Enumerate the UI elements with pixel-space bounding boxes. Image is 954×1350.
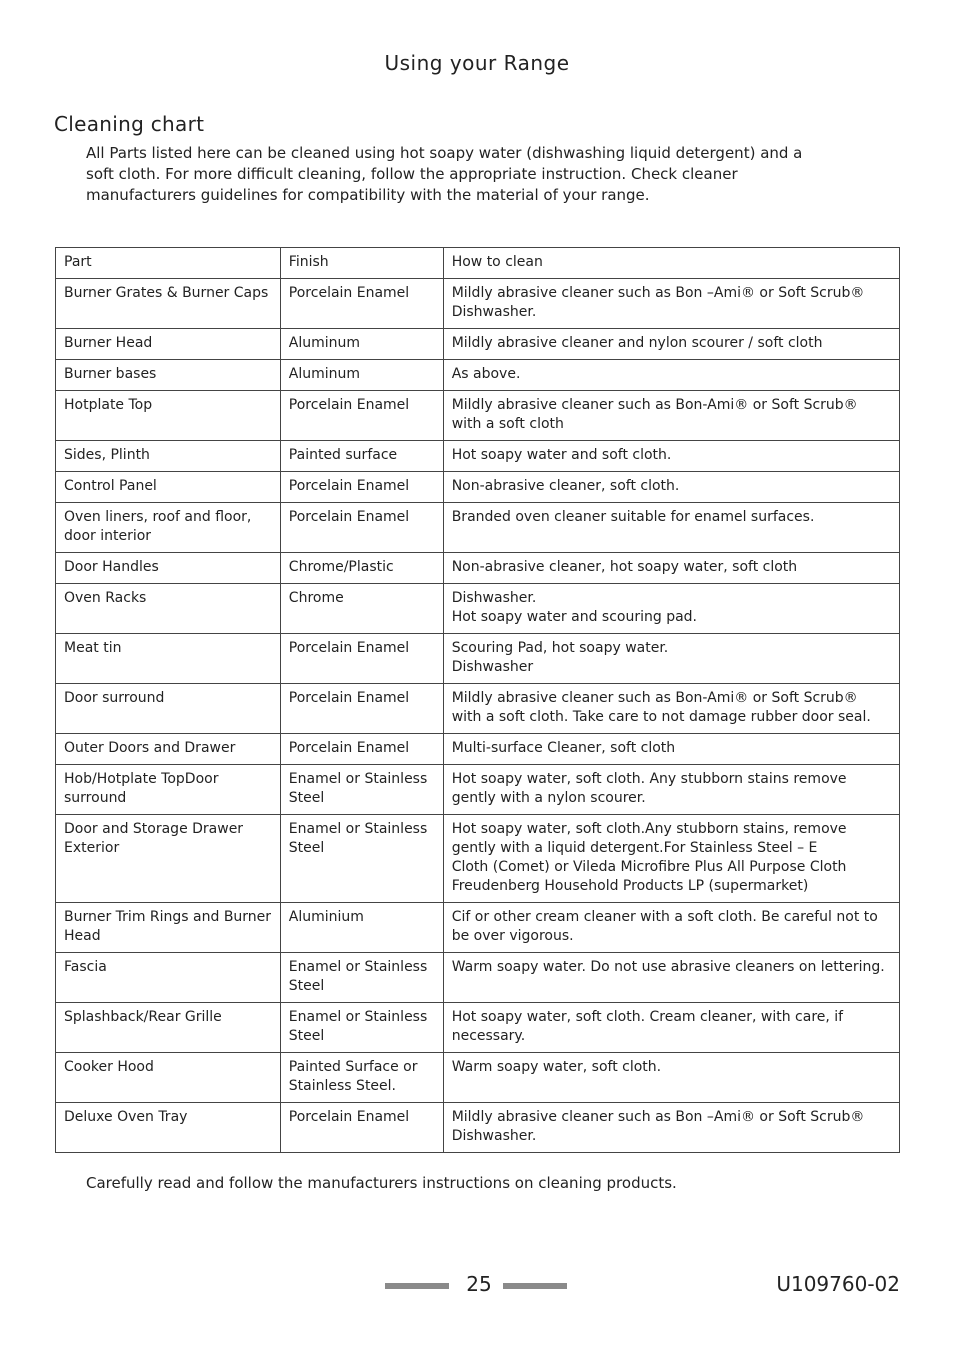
- cell-finish: Porcelain Enamel: [280, 684, 443, 734]
- table-row: [56, 472, 900, 503]
- page-number-bar-right: [503, 1283, 567, 1289]
- cell-part: Outer Doors and Drawer: [56, 734, 281, 765]
- cell-finish: Porcelain Enamel: [280, 503, 443, 553]
- page-number: 25: [466, 1272, 492, 1296]
- footer-note: Carefully read and follow the manufacturers instructions on cleaning products.: [86, 1174, 677, 1192]
- cell-finish: Enamel or Stainless Steel: [280, 815, 443, 903]
- header-cell-finish: Finish: [280, 248, 443, 279]
- cell-part: Burner Head: [56, 329, 281, 360]
- cell-how-to-clean: Multi-surface Cleaner, soft cloth: [443, 734, 899, 765]
- cell-how-to-clean: Non-abrasive cleaner, soft cloth.: [443, 472, 899, 503]
- table-row: [56, 903, 900, 953]
- cell-part: Control Panel: [56, 472, 281, 503]
- cell-finish: Chrome: [280, 584, 443, 634]
- table-row: [56, 1003, 900, 1053]
- page-header-title: Using your Range: [384, 51, 570, 75]
- cell-how-to-clean: Non-abrasive cleaner, hot soapy water, soft cloth: [443, 553, 899, 584]
- cell-how-to-clean: Mildly abrasive cleaner such as Bon-Ami® or Soft Scrub® with a soft cloth. Take care to not damage rubber door seal.: [443, 684, 899, 734]
- cell-part: Splashback/Rear Grille: [56, 1003, 281, 1053]
- cell-finish: Aluminum: [280, 329, 443, 360]
- cell-finish: Painted surface: [280, 441, 443, 472]
- cell-finish: Porcelain Enamel: [280, 391, 443, 441]
- table-row: [56, 360, 900, 391]
- table-row: [56, 953, 900, 1003]
- table-row: [56, 765, 900, 815]
- cell-how-to-clean: Warm soapy water, soft cloth.: [443, 1053, 899, 1103]
- intro-paragraph: All Parts listed here can be cleaned using hot soapy water (dishwashing liquid detergent) and a soft cloth. For more difficult cleaning, follow the appropriate instruction. Check cleaner manufacturers guidelines for compatibility with the material of your range.: [86, 144, 803, 204]
- cell-how-to-clean: Hot soapy water and soft cloth.: [443, 441, 899, 472]
- table-row: [56, 503, 900, 553]
- cell-finish: Enamel or Stainless Steel: [280, 1003, 443, 1053]
- table-row: [56, 329, 900, 360]
- cell-how-to-clean: Hot soapy water, soft cloth. Cream cleaner, with care, if necessary.: [443, 1003, 899, 1053]
- cell-finish: Enamel or Stainless Steel: [280, 765, 443, 815]
- table-row: [56, 391, 900, 441]
- cell-how-to-clean: Hot soapy water, soft cloth.Any stubborn stains, remove gently with a liquid detergent.For Stainless Steel – E Cloth (Comet) or Vileda Microfibre Plus All Purpose Cloth Freudenberg Household Products LP (supermarket): [443, 815, 899, 903]
- cell-part: Deluxe Oven Tray: [56, 1103, 281, 1153]
- cell-finish: Porcelain Enamel: [280, 1103, 443, 1153]
- cell-part: Hotplate Top: [56, 391, 281, 441]
- cell-how-to-clean: Branded oven cleaner suitable for enamel surfaces.: [443, 503, 899, 553]
- cell-how-to-clean: Warm soapy water. Do not use abrasive cleaners on lettering.: [443, 953, 899, 1003]
- cell-how-to-clean: Dishwasher. Hot soapy water and scouring pad.: [443, 584, 899, 634]
- cell-part: Sides, Plinth: [56, 441, 281, 472]
- cell-finish: Aluminium: [280, 903, 443, 953]
- cell-part: Door and Storage Drawer Exterior: [56, 815, 281, 903]
- cell-finish: Painted Surface or Stainless Steel.: [280, 1053, 443, 1103]
- cell-how-to-clean: Mildly abrasive cleaner and nylon scourer / soft cloth: [443, 329, 899, 360]
- document-code: U109760-02: [776, 1272, 900, 1296]
- cleaning-chart-body: [56, 248, 900, 1153]
- cell-finish: Porcelain Enamel: [280, 734, 443, 765]
- cleaning-chart-table: [55, 247, 900, 1153]
- table-row: [56, 1103, 900, 1153]
- cell-finish: Porcelain Enamel: [280, 634, 443, 684]
- cell-how-to-clean: Scouring Pad, hot soapy water. Dishwasher: [443, 634, 899, 684]
- table-row: [56, 553, 900, 584]
- table-row: [56, 734, 900, 765]
- cell-part: Door surround: [56, 684, 281, 734]
- table-row: [56, 815, 900, 903]
- cell-part: Oven liners, roof and floor, door interior: [56, 503, 281, 553]
- section-title: Cleaning chart: [54, 112, 205, 136]
- table-header-row: [56, 248, 900, 279]
- cell-how-to-clean: Mildly abrasive cleaner such as Bon-Ami® or Soft Scrub® with a soft cloth: [443, 391, 899, 441]
- table-row: [56, 584, 900, 634]
- cell-part: Oven Racks: [56, 584, 281, 634]
- table-row: [56, 684, 900, 734]
- header-cell-how-to-clean: How to clean: [443, 248, 899, 279]
- cell-how-to-clean: Mildly abrasive cleaner such as Bon –Ami® or Soft Scrub® Dishwasher.: [443, 1103, 899, 1153]
- cell-part: Meat tin: [56, 634, 281, 684]
- header-cell-part: Part: [56, 248, 281, 279]
- table-row: [56, 634, 900, 684]
- cell-part: Cooker Hood: [56, 1053, 281, 1103]
- cell-how-to-clean: As above.: [443, 360, 899, 391]
- cell-finish: Porcelain Enamel: [280, 279, 443, 329]
- cell-how-to-clean: Hot soapy water, soft cloth. Any stubborn stains remove gently with a nylon scourer.: [443, 765, 899, 815]
- page-number-bar-left: [385, 1283, 449, 1289]
- cell-finish: Porcelain Enamel: [280, 472, 443, 503]
- cell-part: Burner Trim Rings and Burner Head: [56, 903, 281, 953]
- cell-part: Burner bases: [56, 360, 281, 391]
- cell-part: Fascia: [56, 953, 281, 1003]
- cell-finish: Aluminum: [280, 360, 443, 391]
- cell-part: Hob/Hotplate TopDoor surround: [56, 765, 281, 815]
- cell-part: Burner Grates & Burner Caps: [56, 279, 281, 329]
- cell-finish: Enamel or Stainless Steel: [280, 953, 443, 1003]
- table-row: [56, 441, 900, 472]
- table-row: [56, 279, 900, 329]
- cell-part: Door Handles: [56, 553, 281, 584]
- cell-how-to-clean: Mildly abrasive cleaner such as Bon –Ami® or Soft Scrub® Dishwasher.: [443, 279, 899, 329]
- cell-finish: Chrome/Plastic: [280, 553, 443, 584]
- cell-how-to-clean: Cif or other cream cleaner with a soft cloth. Be careful not to be over vigorous.: [443, 903, 899, 953]
- table-row: [56, 1053, 900, 1103]
